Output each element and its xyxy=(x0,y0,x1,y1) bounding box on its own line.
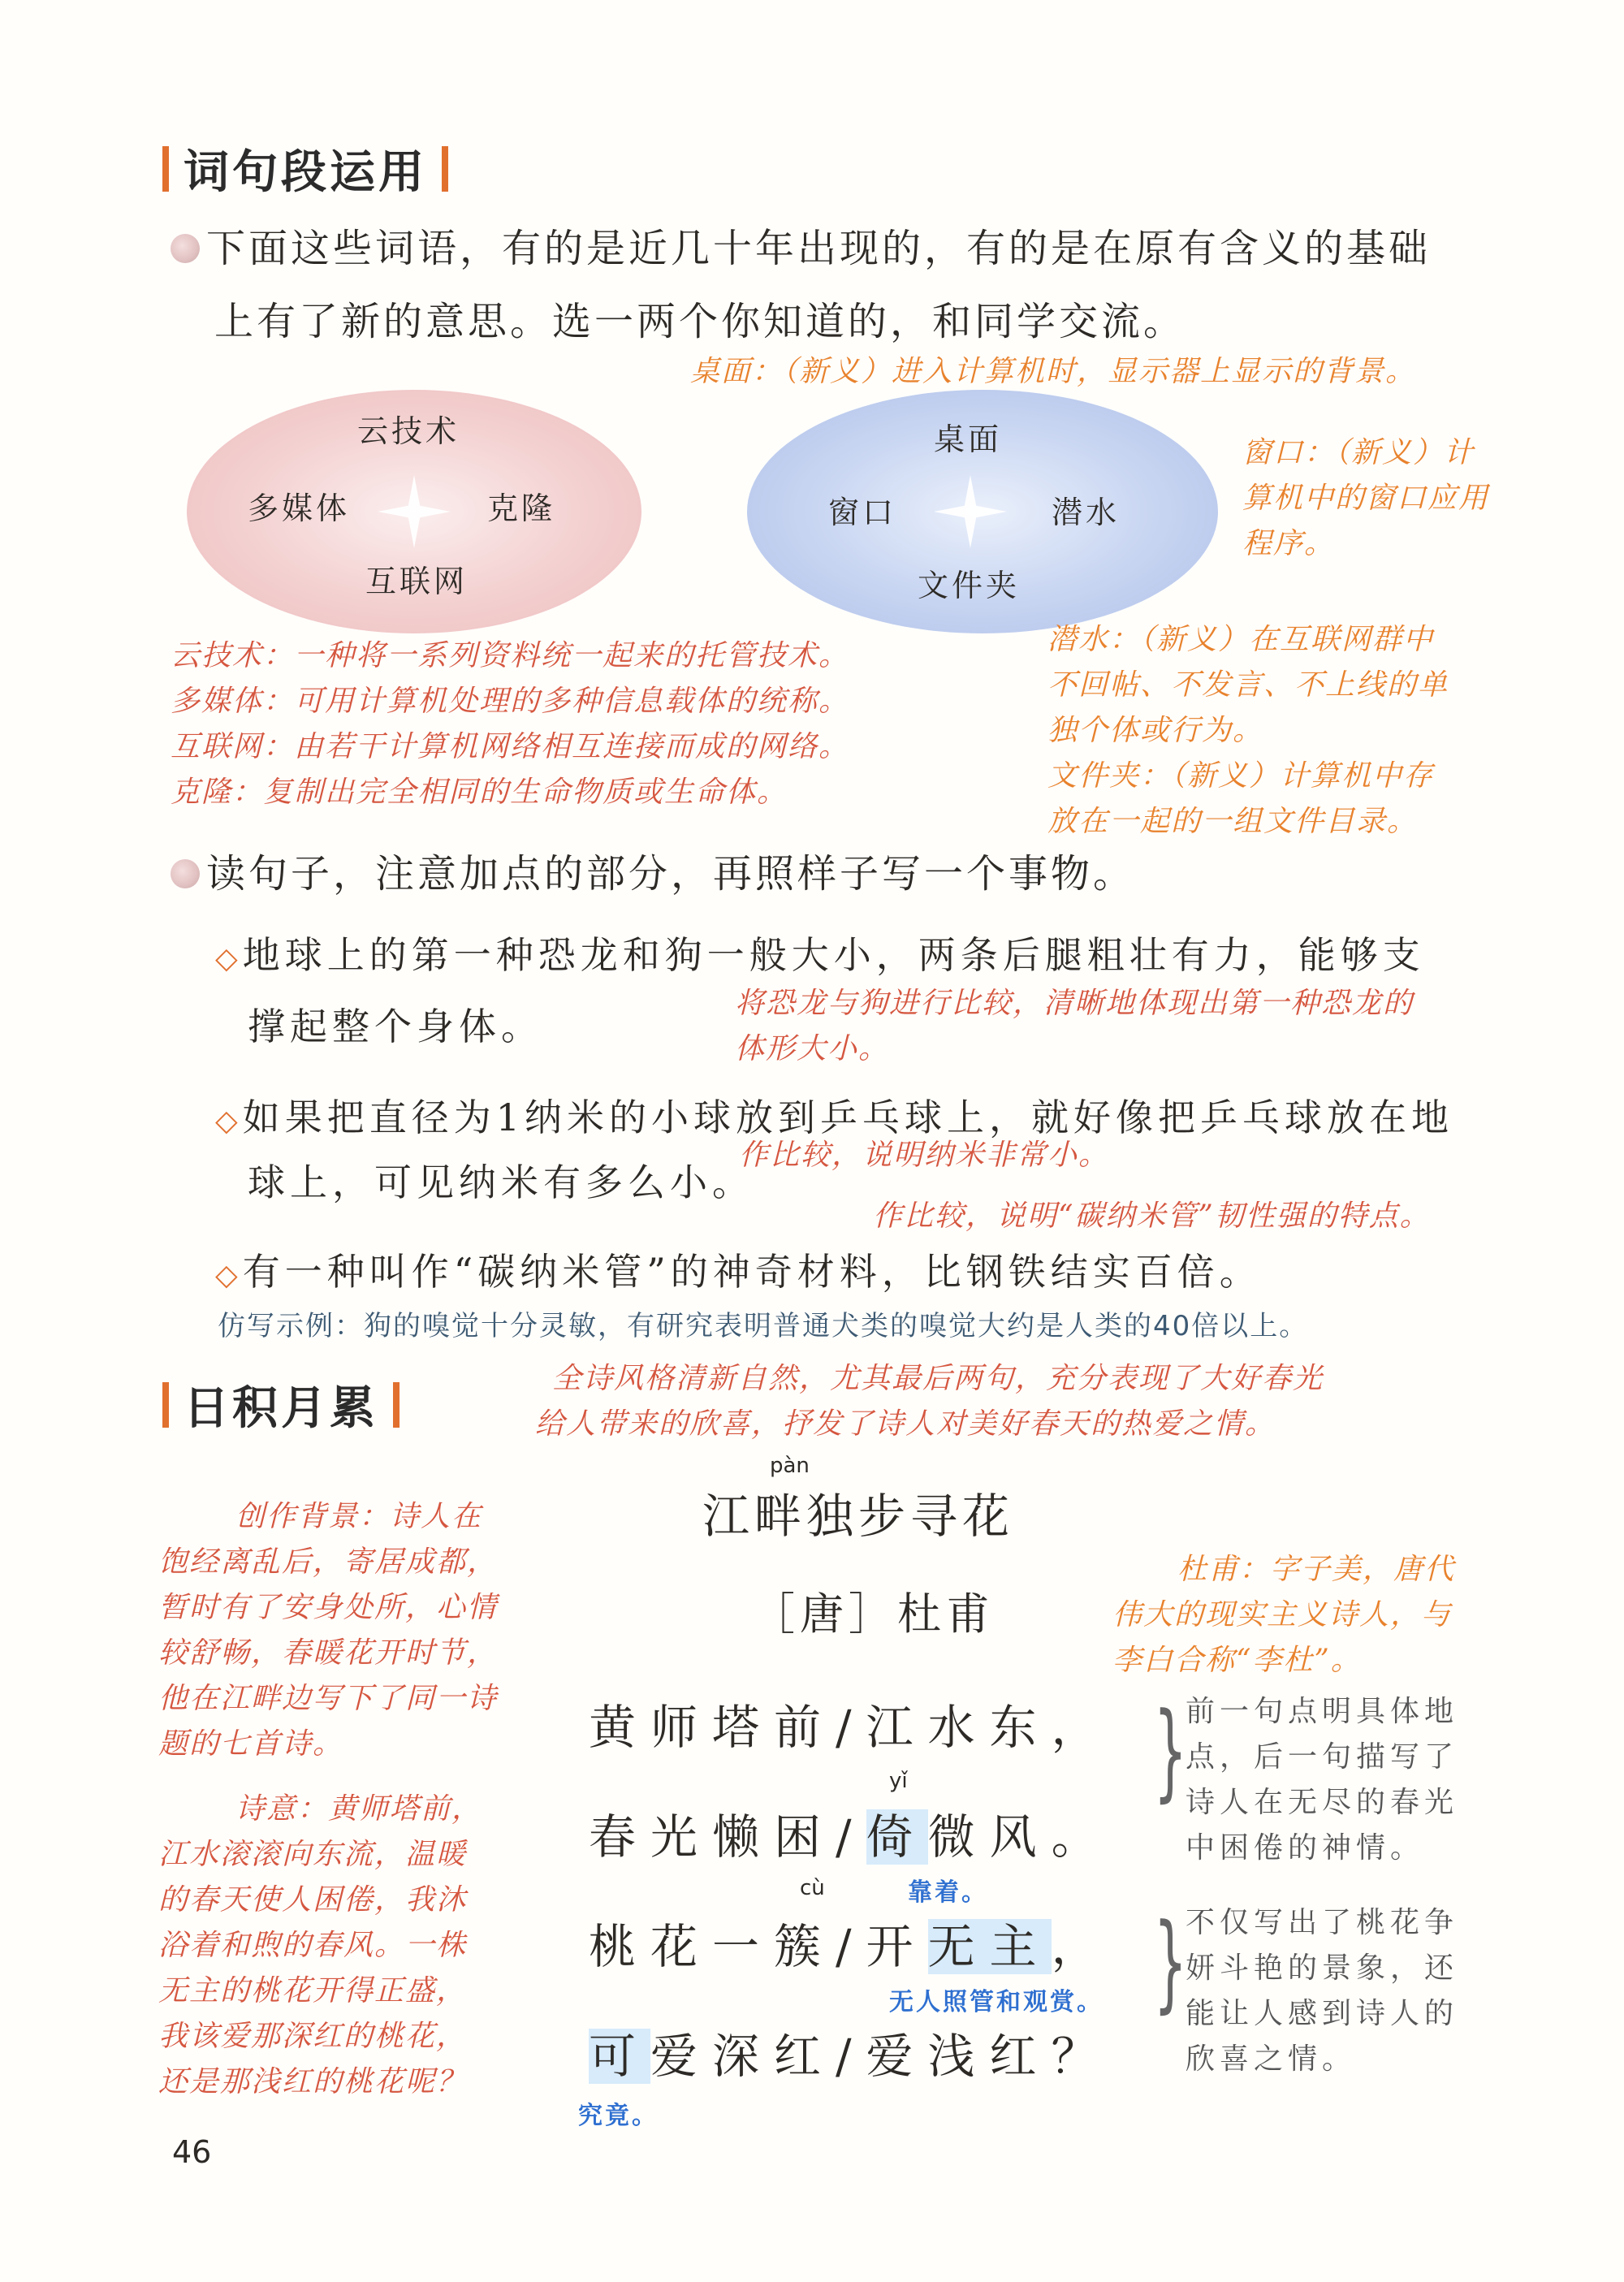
note-desktop: 桌面：（新义）进入计算机时，显示器上显示的背景。 xyxy=(690,355,1417,388)
poem-author: ［唐］杜甫 xyxy=(751,1588,995,1640)
word-diving: 潜水 xyxy=(1052,495,1121,530)
author-note: 杜甫：字子美，唐代 伟大的现实主义诗人，与 李白合称“李杜”。 xyxy=(1112,1553,1456,1677)
title-bar-left xyxy=(162,1382,169,1428)
section-title-riji xyxy=(162,1372,400,1437)
highlight-ke: 可 xyxy=(589,2029,651,2084)
sentence-1-note: 将恐龙与狗进行比较，清晰地体现出第一种恐龙的 体形大小。 xyxy=(735,987,1415,1065)
highlight-yi: 倚 xyxy=(866,1809,928,1865)
meaning-note: 诗意：黄师塔前， 江水滚滚向东流，温暖 的春天使人困倦，我沐 浴着和煦的春风。一株 无主的桃花开得正盛， 我该爱那深红的桃花， 还是那浅红的桃花呢？ xyxy=(158,1792,483,2098)
instruction-1-line1: 下面这些词语，有的是近几十年出现的，有的是在原有含义的基础 xyxy=(206,226,1432,271)
sentence-2-note: 作比较，说明纳米非常小。 xyxy=(739,1139,1110,1172)
page-number: 46 xyxy=(172,2134,212,2170)
definitions-left: 云技术：一种将一系列资料统一起来的托管技术。 多媒体：可用计算机处理的多种信息载体的统称。 互联网：由若干计算机网络相互连接而成的网络。 克隆：复制出完全相同的生命物质或生命体。 xyxy=(171,639,850,809)
instruction-2: 读句子，注意加点的部分，再照样子写一个事物。 xyxy=(171,835,1135,913)
bullet-icon xyxy=(171,234,200,263)
sentence-1-line2: 撑起整个身体。 xyxy=(248,1005,543,1048)
section-title-text: 日积月累 xyxy=(184,1382,378,1435)
title-bar-right xyxy=(442,146,448,192)
poem-line-4: 可爱深红/爱浅红？ xyxy=(589,2029,1113,2084)
line2-pinyin: yǐ xyxy=(889,1769,908,1793)
brace-icon: } xyxy=(1153,1689,1188,1813)
poem-title: 江畔独步寻花 xyxy=(702,1489,1015,1544)
poem-line-3: 桃花一簇/开无主， xyxy=(589,1919,1113,1974)
title-bar-left xyxy=(162,146,169,192)
gloss-ke: 究竟。 xyxy=(578,2102,659,2130)
definitions-right: 潜水：（新义）在互联网群中 不回帖、不发言、不上线的单 独个体或行为。 文件夹：（新义）计算机中存 放在一起的一组文件目录。 xyxy=(1047,623,1449,838)
bullet-icon xyxy=(171,859,200,888)
poem-line-1: 黄师塔前/江水东， xyxy=(589,1700,1113,1755)
title-pinyin: pàn xyxy=(770,1454,810,1478)
gloss-yi: 靠着。 xyxy=(908,1878,988,1907)
diamond-icon: ◇ xyxy=(215,1104,243,1138)
background-note: 创作背景：诗人在 饱经离乱后，寄居成都， 暂时有了安身处所，心情 较舒畅，春暖花开时节， 他在江畔边写下了同一诗 题的七首诗。 xyxy=(158,1500,499,1761)
diamond-icon: ◇ xyxy=(215,1259,243,1292)
word-cloud-tech: 云技术 xyxy=(357,413,460,449)
sentence-3-note: 作比较，说明“碳纳米管”韧性强的特点。 xyxy=(873,1199,1431,1233)
sentence-3: ◇有一种叫作“碳纳米管”的神奇材料，比钢铁结实百倍。 xyxy=(215,1250,1262,1294)
word-multimedia: 多媒体 xyxy=(248,491,351,526)
word-folder: 文件夹 xyxy=(918,568,1021,603)
instruction-1 xyxy=(171,210,1431,361)
right-note-1: 前一句点明具体地 点，后一句描写了 诗人在无尽的春光 中困倦的神情。 xyxy=(1186,1695,1459,1865)
section-title-text: 词句段运用 xyxy=(184,146,427,199)
brace-icon: } xyxy=(1153,1900,1188,2024)
word-internet: 互联网 xyxy=(365,564,469,599)
right-note-2: 不仅写出了桃花争 妍斗艳的景象，还 能让人感到诗人的 欣喜之情。 xyxy=(1186,1906,1459,2076)
word-window: 窗口 xyxy=(828,495,897,530)
instruction-1-line2: 上有了新的意思。选一两个你知道的，和同学交流。 xyxy=(214,299,1186,344)
title-bar-right xyxy=(393,1382,400,1428)
word-desktop: 桌面 xyxy=(934,421,1003,457)
line3-pinyin: cù xyxy=(800,1876,825,1900)
example-sentence: 仿写示例：狗的嗅觉十分灵敏，有研究表明普通犬类的嗅觉大约是人类的40倍以上。 xyxy=(218,1310,1309,1342)
sentence-2-line2: 球上，可见纳米有多么小。 xyxy=(248,1160,754,1204)
poem-summary-note: 全诗风格清新自然，尤其最后两句，充分表现了大好春光 给人带来的欣喜，抒发了诗人对美好春天的热爱之情。 xyxy=(535,1362,1324,1441)
sentence-1-line1: ◇地球上的第一种恐龙和狗一般大小，两条后腿粗壮有力，能够支 xyxy=(215,933,1425,977)
sentence-2-line1: ◇如果把直径为1纳米的小球放到乒乓球上，就好像把乒乓球放在地 xyxy=(215,1096,1453,1139)
note-window: 窗口：（新义）计 算机中的窗口应用 程序。 xyxy=(1242,436,1490,560)
poem-line-2: 春光懒困/倚微风。 xyxy=(589,1809,1113,1865)
highlight-wuzhu: 无主 xyxy=(927,1919,1052,1974)
word-clone: 克隆 xyxy=(487,491,556,526)
gloss-wuzhu: 无人照管和观赏。 xyxy=(889,1988,1104,2016)
section-title-ciju xyxy=(162,136,448,201)
diamond-icon: ◇ xyxy=(215,942,243,975)
